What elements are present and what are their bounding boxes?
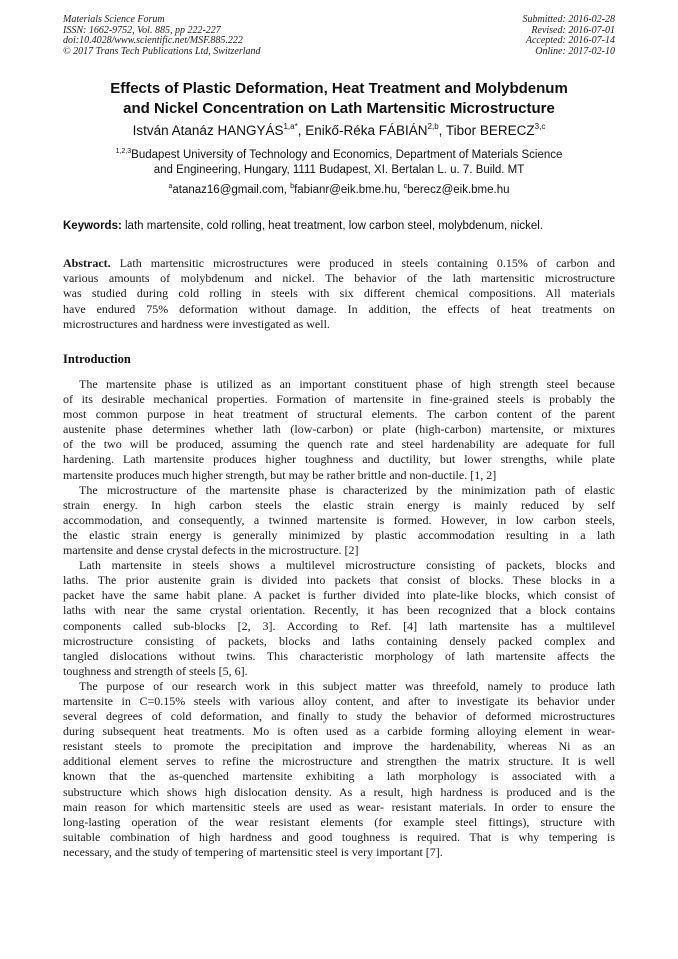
body-line: the elastic strain energy is generally minimized by plastic accommodation resulting in a lath — [63, 527, 615, 542]
body-line: suitable combination of high hardness and good toughness is required. That is why tempering is — [63, 829, 615, 844]
body-line: additional element serves to refine the microstructure and strengthen the matrix structure. It is well — [63, 754, 615, 769]
body-line: strain energy. In high carbon steels the elastic strain energy is mainly reduced by self — [63, 497, 615, 512]
body-line: martensite in C=0.15% steels with various alloy content, and after to investigate its behavior under — [63, 693, 615, 708]
body-line: substructure which shows high dislocation density. As a result, high hardness is produced and is the — [63, 784, 615, 799]
abstract-line: various amounts of molybdenum and nickel. The behavior of the lath martensitic microstructure — [63, 271, 615, 286]
abstract-line — [63, 256, 615, 271]
body-line: most common purpose in heat treatment of structural elements. The carbon content of the parent — [63, 407, 615, 422]
body-line: martensite produces much higher strength, but may be rather brittle and non-ductile. [1, 2] — [63, 467, 497, 482]
author-list — [30, 123, 648, 138]
author-separator: , — [438, 123, 446, 138]
body-line: martensite and dense crystal defects in the microstructure. [2] — [63, 543, 359, 558]
email-link[interactable]: fabianr@eik.bme.hu, — [294, 184, 404, 196]
body-line: known that the as-quenched martensite exhibiting a lath morphology is associated with a — [63, 769, 615, 784]
author-name: Tibor BERECZ — [445, 123, 535, 138]
body-line: tangled dislocations without twins. This characteristic morphology of lath martensite affects the — [63, 648, 615, 663]
abstract — [63, 256, 615, 332]
affiliation-line — [60, 148, 618, 163]
title-line: and Nickel Concentration on Lath Martensitic Microstructure — [123, 100, 555, 117]
abstract-label: Abstract. — [63, 256, 111, 270]
body-line: laths. The prior austenite grain is divided into packets that consist of blocks. These blocks in a — [63, 573, 615, 588]
body-line: several degrees of cold deformation, and finally to study the behavior of deformed microstructures — [63, 709, 615, 724]
email-superscript: c — [403, 183, 408, 190]
author-name: István Atanáz HANGYÁS — [132, 123, 284, 138]
date-accepted: Accepted: 2016-07-14 — [525, 35, 615, 46]
body-line: of its desirable mechanical properties. Formation of martensite in fine-grained steels is probably the — [63, 392, 615, 407]
body-line: laths with near the same crystal orientation. Recently, it has been recognized that a block contains — [63, 603, 615, 618]
body-line: necessary, and the study of tempering of martensitic steel is very important [7]. — [63, 844, 443, 859]
affiliation-text: Budapest University of Technology and Economics, Department of Materials Science — [131, 149, 563, 161]
body-line: hardening. Lath martensite produces higher toughness and ductility, but lower strengths, while plate — [63, 452, 615, 467]
body-line: during subsequent heat treatments. Mo is often used as a carbide forming alloying element in wear- — [63, 724, 615, 739]
author-superscript: 3,c — [534, 122, 546, 131]
abstract-line: microstructures and hardness were investigated as well. — [63, 316, 330, 331]
author-separator: , — [297, 123, 306, 138]
author-emails — [40, 184, 638, 196]
author-superscript: 2,b — [427, 122, 439, 131]
body-line: of the two will be produced, assuming the quench rate and steel hardenability are adequate for full — [63, 437, 615, 452]
date-submitted: Submitted: 2016-02-28 — [522, 14, 615, 25]
author-name: Enikő-Réka FÁBIÁN — [305, 123, 428, 138]
keywords — [63, 220, 615, 232]
keywords-text: lath martensite, cold rolling, heat treatment, low carbon steel, molybdenum, nickel. — [121, 220, 544, 232]
body-line: The microstructure of the martensite phase is characterized by the minimization path of elastic — [79, 482, 615, 497]
date-revised: Revised: 2016-07-01 — [531, 24, 615, 36]
body-line: Lath martensite in steels shows a multilevel microstructure consisting of packets, blocks and — [79, 558, 615, 573]
paper-title — [40, 79, 638, 119]
email-superscript: a — [168, 183, 173, 190]
affiliation-line: and Engineering, Hungary, 1111 Budapest, XI. Bertalan L. u. 7. Build. MT — [153, 164, 525, 176]
email-link[interactable]: atanaz16@gmail.com, — [172, 184, 291, 196]
abstract-line: was studied during cold rolling in steels with six different chemical compositions. All materials — [63, 286, 615, 301]
journal-info — [63, 15, 261, 57]
journal-copyright: © 2017 Trans Tech Publications Ltd, Switzerland — [63, 45, 261, 57]
email-superscript: b — [290, 183, 295, 190]
body-line: resistant steels to promote the precipitation and improve the hardenability, whereas Ni as an — [63, 739, 615, 754]
publication-dates — [523, 15, 616, 57]
body-line: packet have the same habit plane. A packet is further divided into plate-like blocks, which consist of — [63, 588, 615, 603]
body-line: The martensite phase is utilized as an important constituent phase of high strength steel because — [79, 377, 615, 391]
title-line: Effects of Plastic Deformation, Heat Treatment and Molybdenum — [110, 80, 568, 97]
body-line: austenite phase determines whether lath (low-carbon) or plate (high-carbon) martensite, or mixtures — [63, 422, 615, 437]
body-line: long-lasting operation of the wear resistant elements (for example steel fittings), structure with — [63, 814, 615, 829]
body-line: components called sub-blocks [2, 3]. According to Ref. [4] lath martensite has a multilevel — [63, 618, 615, 633]
abstract-line: have endured 75% deformation without damage. In addition, the effects of heat treatments on — [63, 301, 615, 316]
email-link[interactable]: berecz@eik.bme.hu — [407, 184, 510, 196]
section-heading-introduction: Introduction — [63, 352, 131, 366]
affiliation — [60, 148, 618, 178]
body-line: main reason for which martensitic steels are used as wear- resistant materials. In order to ensure the — [63, 799, 615, 814]
body-line: The purpose of our research work in this subject matter was threefold, namely to produce lath — [79, 678, 615, 693]
abstract-text: Lath martensitic microstructures were produced in steels containing 0.15% of carbon and — [110, 256, 615, 270]
body-line: microstructure consisting of packets, blocks and laths containing densely packed complex and — [63, 633, 615, 648]
journal-issn: ISSN: 1662-9752, Vol. 885, pp 222-227 — [63, 24, 221, 36]
keywords-label: Keywords: — [63, 220, 122, 232]
journal-name: Materials Science Forum — [63, 14, 165, 25]
body-line: accommodation, and consequently, a twinned martensite is formed. However, in low carbon steels, — [63, 512, 615, 527]
date-online: Online: 2017-02-10 — [535, 45, 615, 57]
introduction-body — [63, 377, 615, 860]
affiliation-superscript: 1,2,3 — [115, 148, 132, 155]
body-line: toughness and strength of steels [5, 6]. — [63, 663, 248, 678]
journal-doi[interactable]: doi:10.4028/www.scientific.net/MSF.885.222 — [63, 35, 243, 46]
author-superscript: 1,a* — [283, 122, 298, 131]
